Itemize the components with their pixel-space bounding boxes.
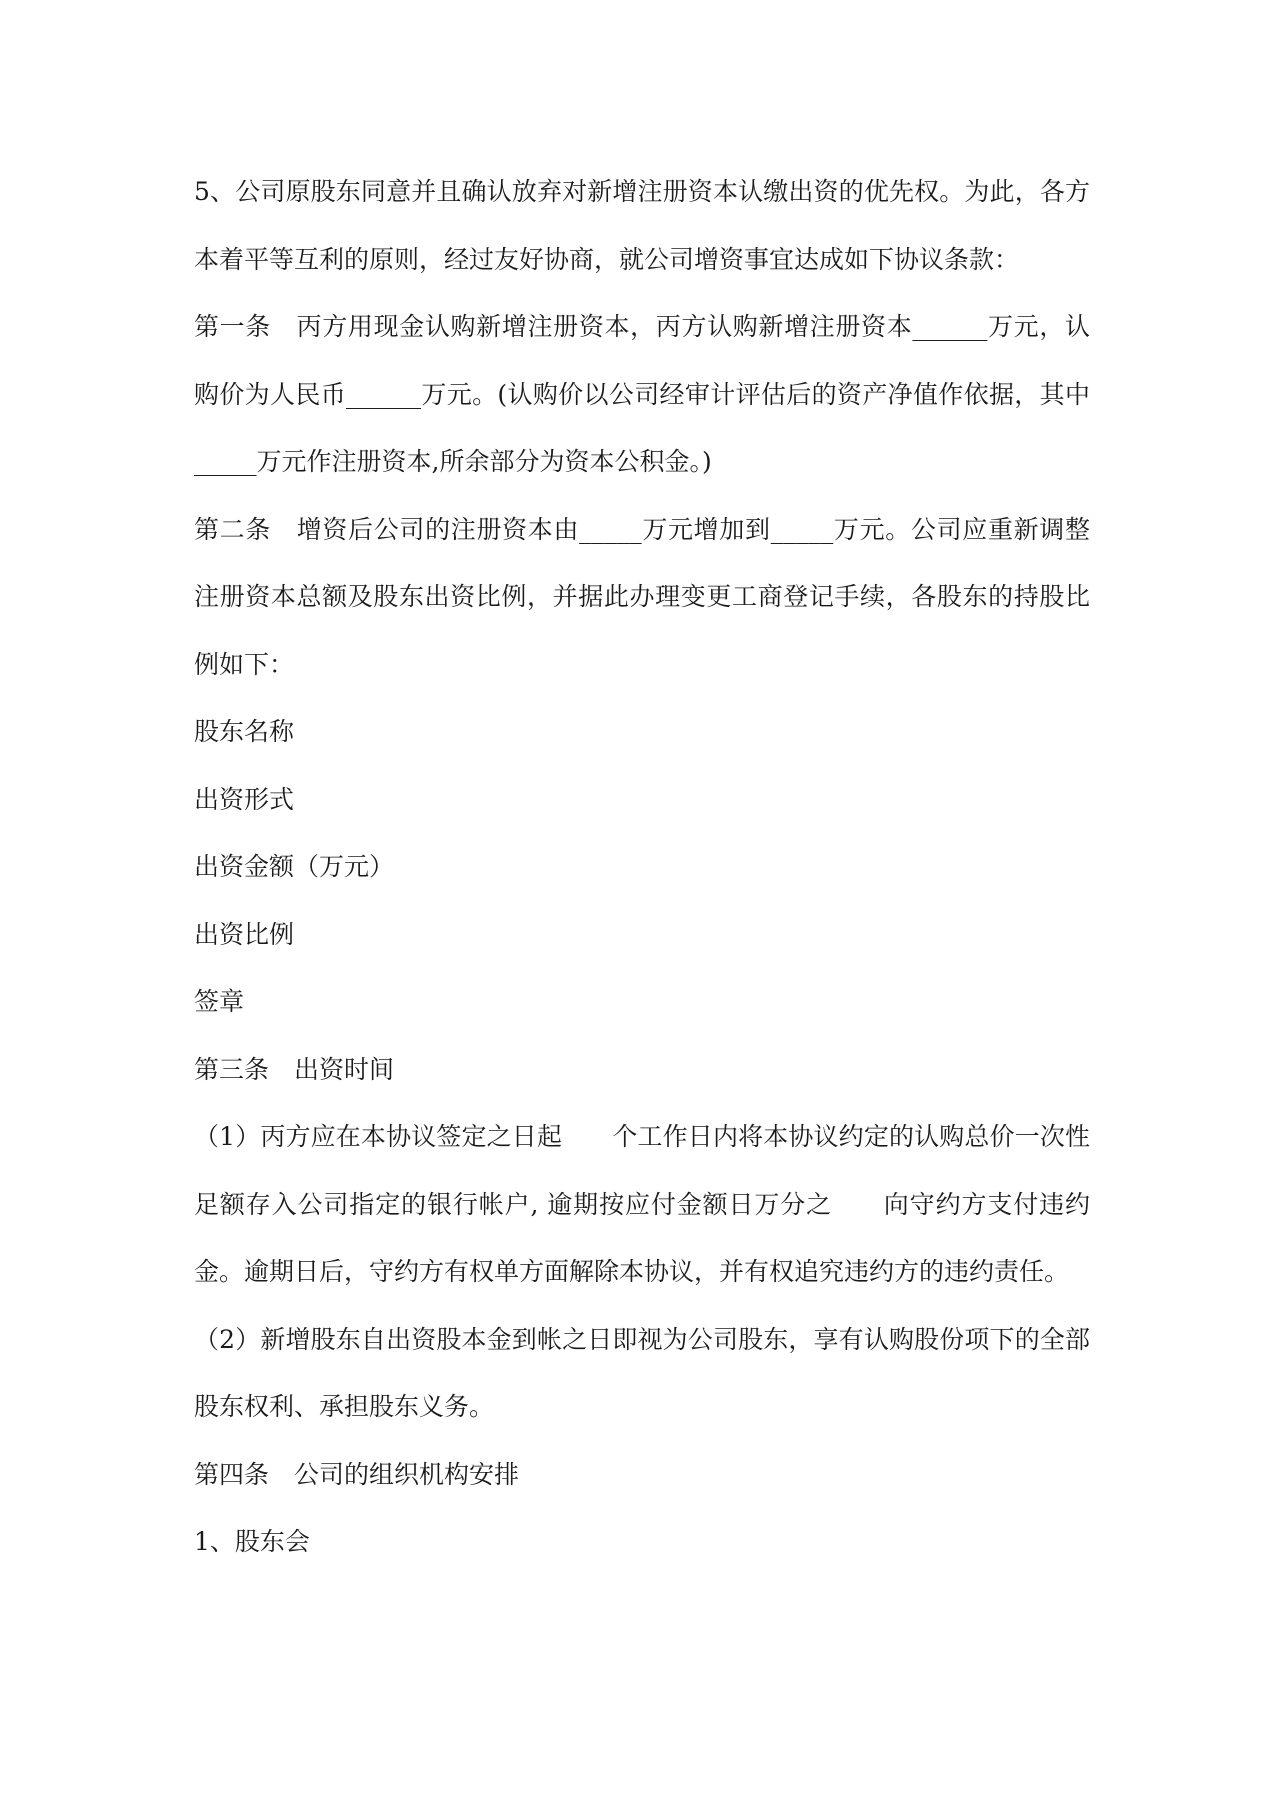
paragraph-article-2: 第二条 增资后公司的注册资本由_____万元增加到_____万元。公司应重新调整注册资本总额及股东出资比例，并据此办理变更工商登记手续，各股东的持股比例如下： — [194, 514, 1090, 679]
document-body — [194, 158, 1090, 1576]
paragraph-article-1: 第一条 丙方用现金认购新增注册资本，丙方认购新增注册资本______万元，认购价为人民币______万元。(认购价以公司经审计评估后的资产净值作依据，其中_____万元作注册资本,所余部分为资本公积金。) — [194, 312, 1090, 476]
paragraph-article-4-heading: 第四条 公司的组织机构安排 — [194, 1459, 520, 1489]
table-header-shareholder-name: 股东名称 — [194, 717, 295, 746]
paragraph-shareholder-waiver: 5、公司原股东同意并且确认放弃对新增注册资本认缴出资的优先权。为此，各方本着平等互利的原则，经过友好协商，就公司增资事宜达成如下协议条款： — [194, 177, 1090, 274]
paragraph-article-3-heading: 第三条 出资时间 — [194, 1054, 395, 1084]
paragraph-shareholders-meeting: 1、股东会 — [194, 1527, 310, 1556]
table-header-contribution-ratio: 出资比例 — [194, 919, 295, 949]
table-header-seal: 签章 — [194, 987, 245, 1016]
paragraph-article-3-clause-2: （2）新增股东自出资股本金到帐之日即视为公司股东，享有认购股份项下的全部股东权利、承担股东义务。 — [194, 1324, 1090, 1421]
table-header-contribution-amount: 出资金额（万元） — [194, 852, 395, 881]
table-header-contribution-form: 出资形式 — [194, 784, 295, 814]
paragraph-article-3-clause-1: （1）丙方应在本协议签定之日起 个工作日内将本协议约定的认购总价一次性足额存入公司指定的银行帐户, 逾期按应付金额日万分之 向守约方支付违约金。逾期日后，守约方有权单方面解除本协议，并有权追究违约方的违约责任。 — [194, 1122, 1090, 1286]
